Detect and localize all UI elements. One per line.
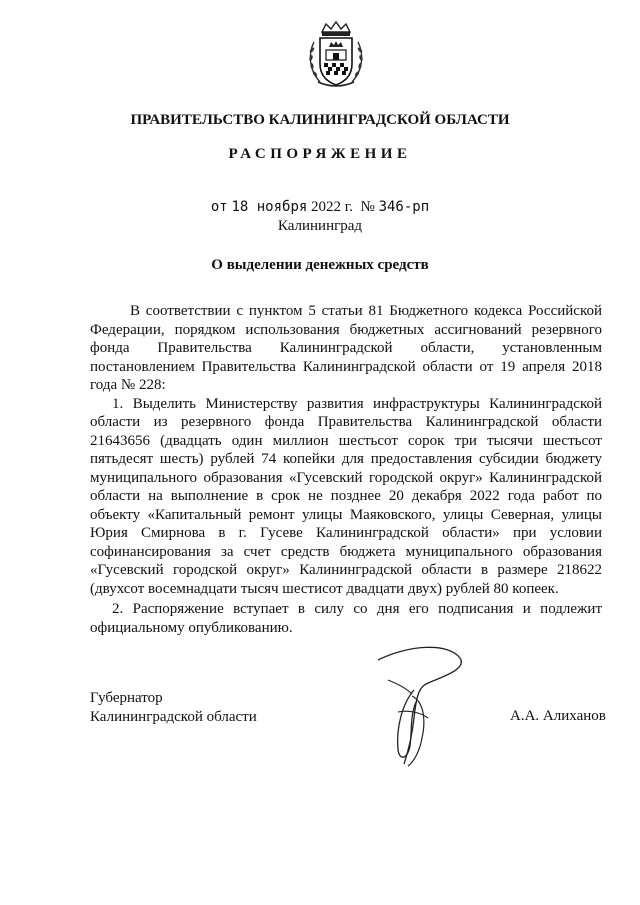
handwritten-signature-icon bbox=[368, 640, 478, 770]
document-number: 346-рп bbox=[378, 199, 430, 215]
signatory-title bbox=[90, 689, 257, 727]
document-type-title: РАСПОРЯЖЕНИЕ bbox=[228, 146, 412, 162]
document-body bbox=[90, 302, 602, 637]
document-date: 18 ноября bbox=[231, 199, 308, 215]
signatory-title-line-2: Калининградской области bbox=[90, 709, 257, 725]
signatory-name: А.А. Алиханов bbox=[510, 708, 606, 724]
kaliningrad-coat-of-arms-icon bbox=[300, 20, 372, 90]
document-year: 2022 г. bbox=[311, 199, 354, 215]
dateline-prefix: от bbox=[210, 199, 228, 215]
signatory-title-line-1: Губернатор bbox=[90, 690, 163, 706]
item-2-paragraph: 2. Распоряжение вступает в силу со дня его подписания и подлежит официальному опубликованию. bbox=[90, 601, 602, 636]
organization-title: ПРАВИТЕЛЬСТВО КАЛИНИНГРАДСКОЙ ОБЛАСТИ bbox=[130, 112, 510, 128]
document-dateline bbox=[0, 199, 640, 216]
item-1-paragraph: 1. Выделить Министерству развития инфраструктуры Калининградской области из резервного фонда Правительства Калининградской области 21643656 (двадцать один миллион шестьсот сорок три тысячи шестьсот пятьдесят шесть) рублей 74 копейки для предоставления субсидии бюджету муниципального образования «Гусевский городской округ» Калининградской области на выполнение в срок не позднее 20 декабря 2022 года работ по объекту «Капитальный ремонт улицы Маяковского, улицы Северная, улицы Юрия Смирнова в г. Гусеве Калининградской области» при условии софинансирования за счет средств бюджета муниципального образования «Гусевский городской округ» Калининградской области в размере 218622 (двухсот восемнадцати тысяч шестисот двадцати двух) рублей 80 копеек. bbox=[90, 395, 602, 597]
document-subject: О выделении денежных средств bbox=[211, 257, 429, 273]
document-city: Калининград bbox=[277, 218, 363, 234]
number-sign: № bbox=[360, 199, 375, 215]
preamble-paragraph: В соответствии с пунктом 5 статьи 81 Бюджетного кодекса Российской Федерации, порядком использования бюджетных ассигнований резервного фонда Правительства Калининградской области, установленным постановлением Правительства Калининградской области от 19 апреля 2018 года № 228: bbox=[90, 303, 602, 393]
